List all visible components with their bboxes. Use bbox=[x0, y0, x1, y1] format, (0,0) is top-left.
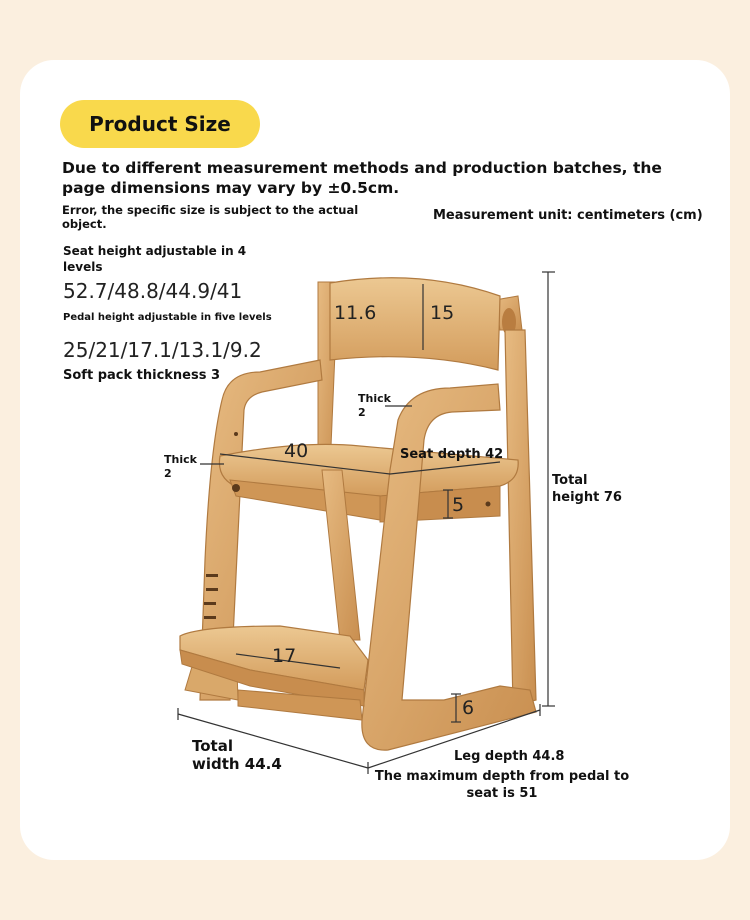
error-note: Error, the specific size is subject to the actual object. bbox=[62, 203, 359, 231]
backrest-height-right: 15 bbox=[430, 302, 455, 324]
armrest-thickness: Thick 2 bbox=[358, 392, 391, 419]
max-depth-label: The maximum depth from pedal to seat is 51 bbox=[374, 769, 630, 801]
pedal-height-values: 25/21/17.1/13.1/9.2 bbox=[63, 338, 262, 362]
leg-depth-label: Leg depth 44.8 bbox=[454, 749, 565, 764]
total-width-label: Total width 44.4 bbox=[192, 737, 282, 773]
seat-height-label: Seat height adjustable in 4 levels bbox=[63, 244, 247, 274]
seat-height-values: 52.7/48.8/44.9/41 bbox=[63, 279, 243, 303]
backrest-height-left: 11.6 bbox=[334, 302, 377, 324]
measurement-disclaimer: Due to different measurement methods and production batches, the page dimensions may vary by ±0.5cm. bbox=[62, 159, 662, 197]
pedal-depth-value: 17 bbox=[272, 645, 297, 667]
total-height-label: Total height 76 bbox=[552, 473, 622, 505]
unit-note: Measurement unit: centimeters (cm) bbox=[433, 208, 703, 223]
product-size-title: Product Size bbox=[89, 112, 231, 136]
base-height-value: 6 bbox=[462, 697, 475, 719]
pedal-height-label: Pedal height adjustable in five levels bbox=[63, 312, 272, 323]
seat-depth-label: Seat depth 42 bbox=[400, 447, 504, 462]
seat-width-value: 40 bbox=[284, 440, 309, 462]
soft-pack-note: Soft pack thickness 3 bbox=[63, 368, 221, 383]
seat-thickness-value: 5 bbox=[452, 494, 465, 516]
side-frame-thickness: Thick 2 bbox=[164, 453, 197, 480]
